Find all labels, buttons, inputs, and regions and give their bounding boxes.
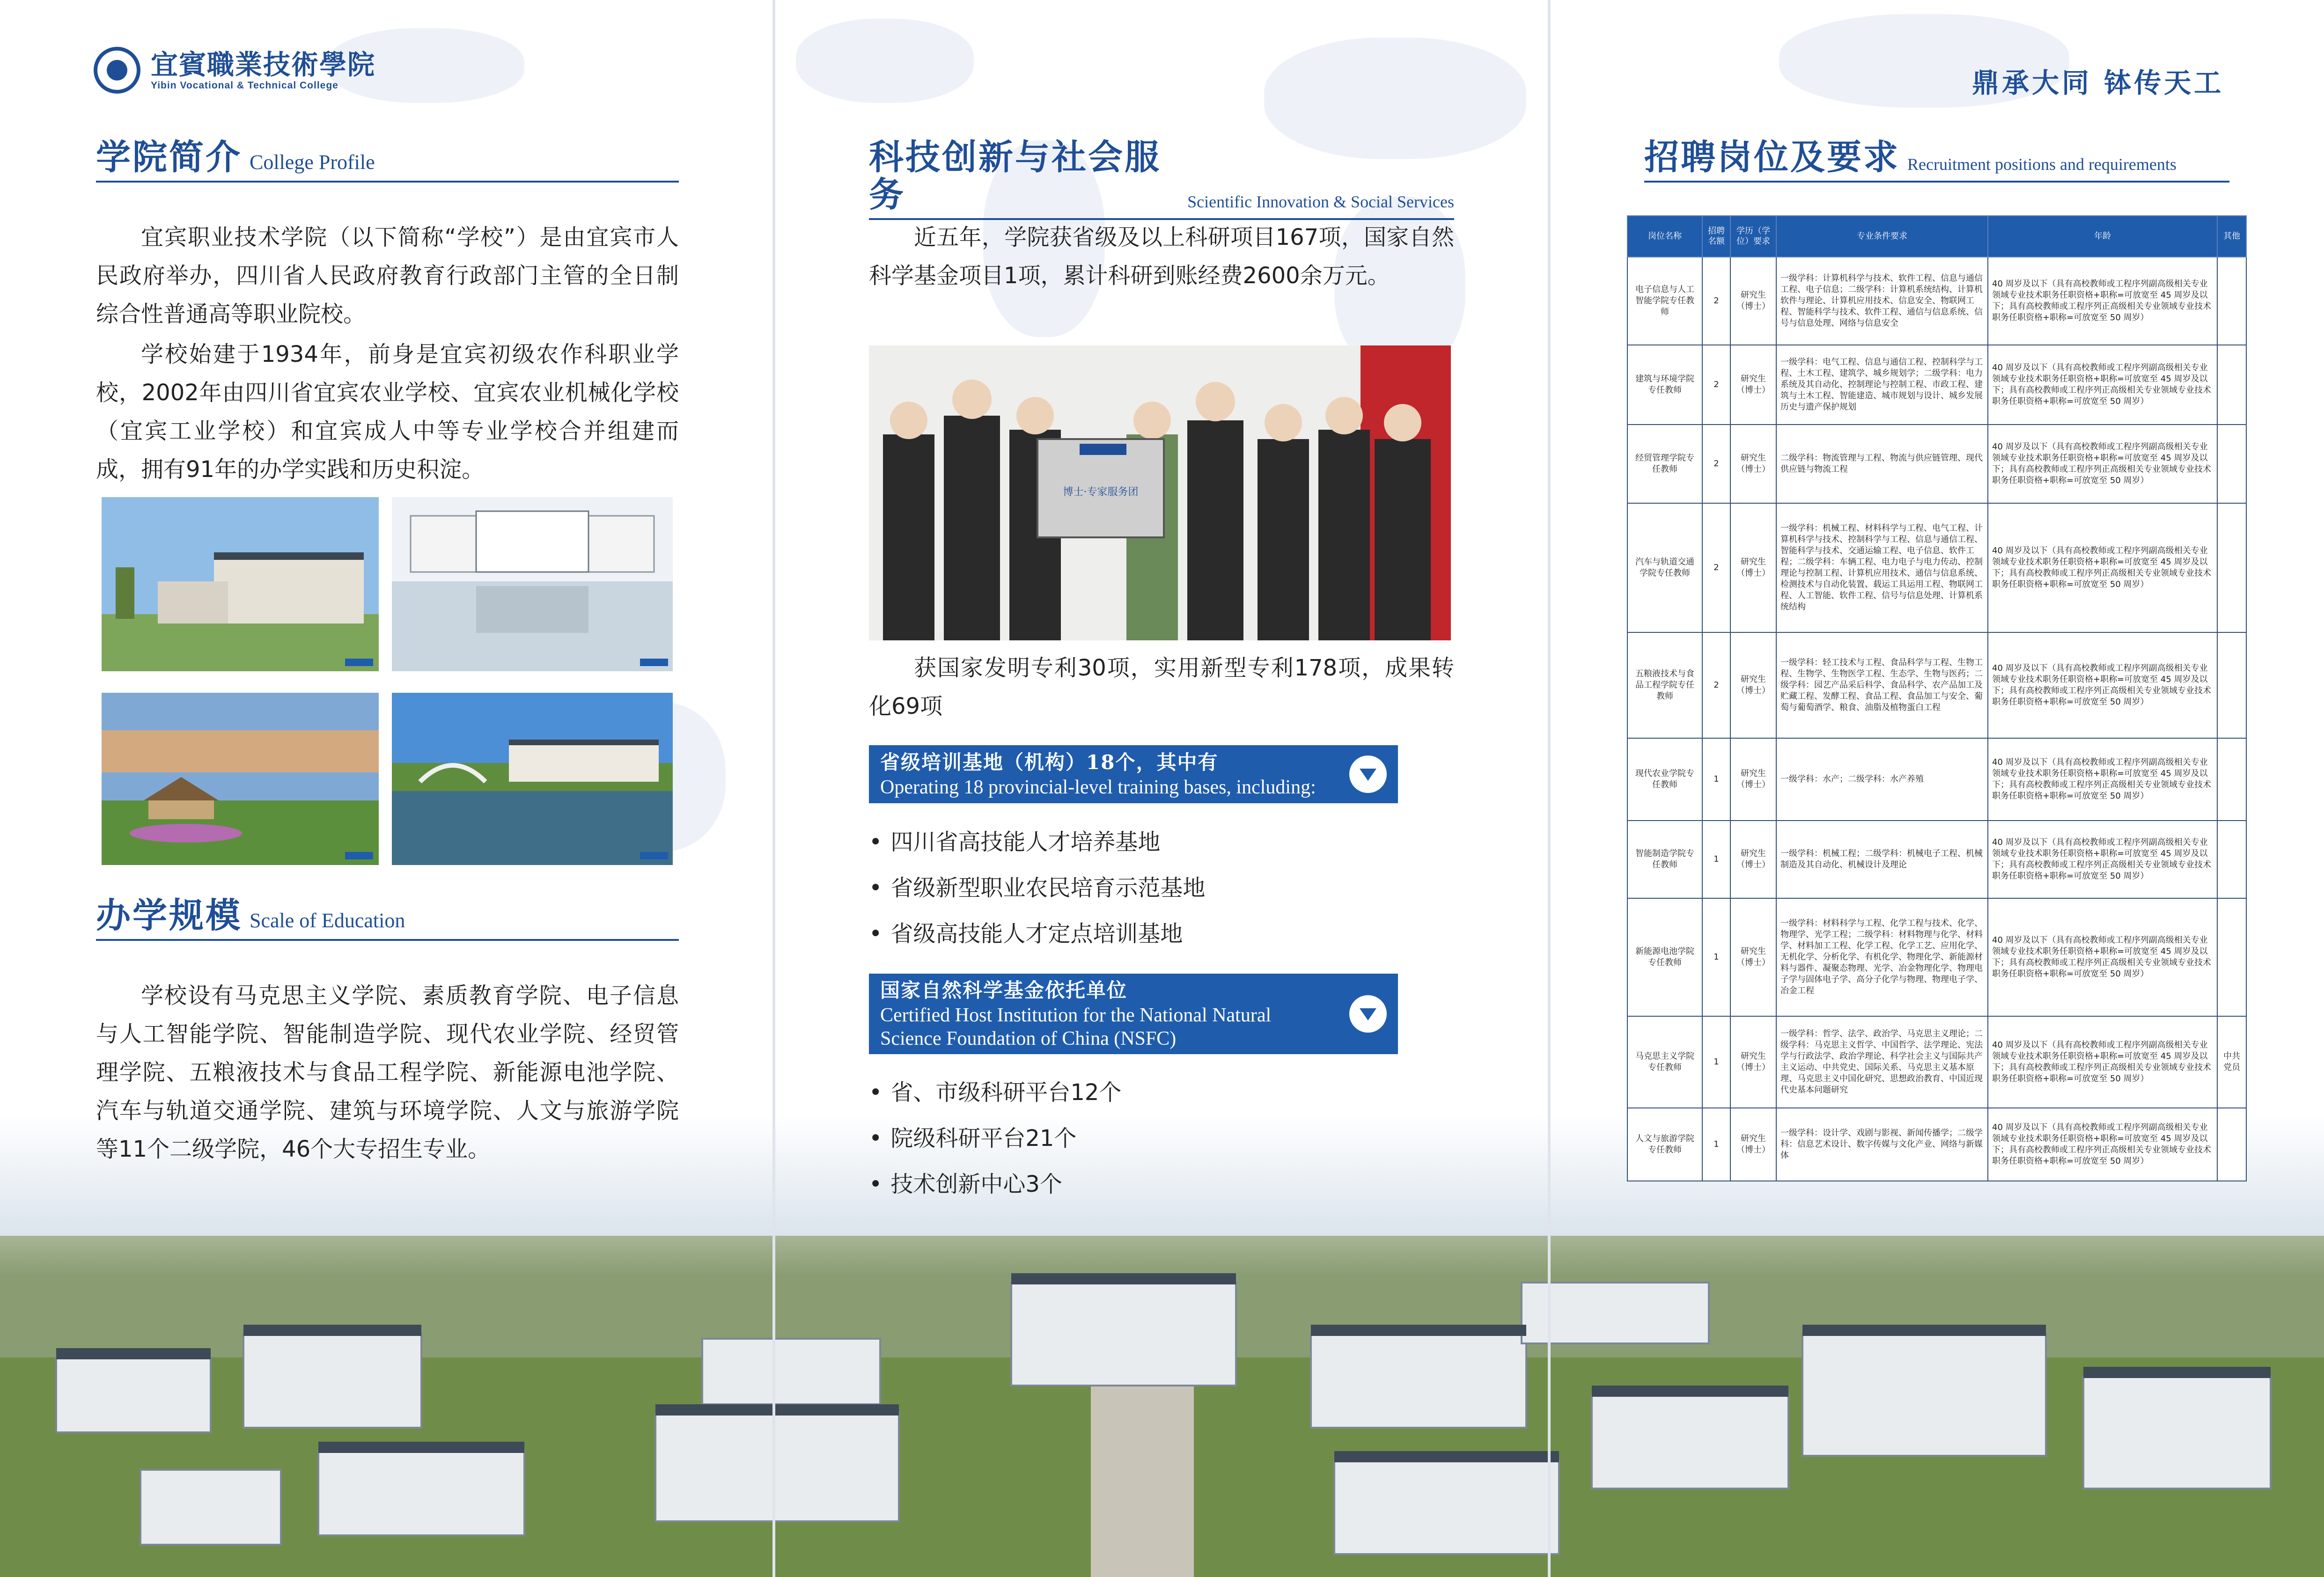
position-age: 40 周岁及以下（具有高校教师或工程序列副高级相关专业领域专业技术职务任职资格+职称=可放宽至 45 周岁及以下；具有高校教师或工程序列正高级相关专业领域专业技术职务任职资格+职称=可放宽至 50 周岁） (1988, 503, 2217, 632)
innovation-title-cn: 科技创新与社会服务 (869, 137, 1161, 215)
nsfc-title-en-line2: Science Foundation of China (NSFC) (880, 1028, 1177, 1049)
position-degree: 研究生（博士） (1730, 1108, 1776, 1181)
position-major: 一级学科：机械工程；二级学科：机械电子工程、机械制造及其自动化、机械设计及理论 (1776, 821, 1988, 898)
position-major: 一级学科：水产；二级学科：水产养殖 (1776, 738, 1988, 821)
position-degree: 研究生（博士） (1730, 503, 1776, 632)
recruit-title-cn: 招聘岗位及要求 (1644, 137, 1900, 177)
recruitment-table (1627, 215, 2247, 1181)
position-name: 新能源电池学院专任教师 (1627, 898, 1702, 1016)
scale-title-en: Scale of Education (250, 909, 405, 932)
college-seal-icon (94, 47, 140, 94)
table-row (1627, 345, 2246, 425)
position-degree: 研究生（博士） (1730, 632, 1776, 738)
position-count: 2 (1702, 503, 1730, 632)
plaque-text: 博士·专家服务团 (1063, 486, 1139, 498)
position-degree: 研究生（博士） (1730, 345, 1776, 425)
position-other (2217, 821, 2246, 898)
table-row (1627, 738, 2246, 821)
position-name: 马克思主义学院专任教师 (1627, 1016, 1702, 1108)
table-row (1627, 425, 2246, 503)
page-fold (1548, 0, 1551, 1577)
position-name: 智能制造学院专任教师 (1627, 821, 1702, 898)
table-row (1627, 503, 2246, 632)
panel-recruitment (1551, 0, 2324, 1577)
column-header: 岗位名称 (1627, 216, 1702, 257)
college-slogan: 鼎承大同 钵传天工 (1972, 67, 2224, 99)
position-other: 中共党员 (2217, 1016, 2246, 1108)
chevron-down-icon (1349, 995, 1387, 1033)
nsfc-banner (869, 974, 1398, 1054)
training-bases-list (869, 819, 1431, 957)
column-header: 其他 (2217, 216, 2246, 257)
position-name: 建筑与环境学院专任教师 (1627, 345, 1702, 425)
list-item: • 技术创新中心3个 (869, 1161, 1431, 1207)
position-name: 人文与旅游学院专任教师 (1627, 1108, 1702, 1181)
position-count: 2 (1702, 425, 1730, 503)
position-age: 40 周岁及以下（具有高校教师或工程序列副高级相关专业领域专业技术职务任职资格+职称=可放宽至 45 周岁及以下；具有高校教师或工程序列正高级相关专业领域专业技术职务任职资格+职称=可放宽至 50 周岁） (1988, 1016, 2217, 1108)
position-degree: 研究生（博士） (1730, 425, 1776, 503)
position-major: 一级学科：电气工程、信息与通信工程、控制科学与工程、土木工程、建筑学、城乡规划学；二级学科：电力系统及其自动化、控制理论与控制工程、市政工程、建筑与土木工程、智能建造、城市规划与设计、城乡发展历史与遗产保护规划 (1776, 345, 1988, 425)
profile-title-cn: 学院简介 (96, 137, 242, 177)
recruit-title-en: Recruitment positions and requirements (1907, 155, 2177, 174)
position-name: 电子信息与人工智能学院专任教师 (1627, 257, 1702, 345)
plaque-ceremony-photo (869, 345, 1451, 640)
position-degree: 研究生（博士） (1730, 898, 1776, 1016)
position-other (2217, 425, 2246, 503)
position-age: 40 周岁及以下（具有高校教师或工程序列副高级相关专业领域专业技术职务任职资格+职称=可放宽至 45 周岁及以下；具有高校教师或工程序列正高级相关专业领域专业技术职务任职资格+职称=可放宽至 50 周岁） (1988, 1108, 2217, 1181)
position-major: 一级学科：计算机科学与技术、软件工程、信息与通信工程、电子信息；二级学科：计算机系统结构、计算机软件与理论、计算机应用技术、信息安全、物联网工程、智能科学与技术、软件工程、通信与信息系统、信号与信息处理、网络与信息安全 (1776, 257, 1988, 345)
table-row (1627, 257, 2246, 345)
innovation-title-en: Scientific Innovation & Social Services (1187, 192, 1454, 211)
position-count: 2 (1702, 632, 1730, 738)
profile-paragraph-1: 宜宾职业技术学院（以下简称“学校”）是由宜宾市人民政府举办，四川省人民政府教育行政部门主管的全日制综合性普通高等职业院校。 (96, 224, 679, 327)
table-row (1627, 898, 2246, 1016)
table-row (1627, 1108, 2246, 1181)
innovation-paragraph-1: 近五年，学院获省级及以上科研项目167项，国家自然科学基金项目1项，累计科研到账经费2600余万元。 (869, 224, 1454, 289)
column-header: 学历（学位）要求 (1730, 216, 1776, 257)
position-count: 1 (1702, 738, 1730, 821)
panel-innovation (775, 0, 1548, 1577)
list-item: • 院级科研平台21个 (869, 1115, 1431, 1161)
list-item: • 四川省高技能人才培养基地 (869, 819, 1431, 865)
profile-heading (96, 139, 679, 183)
position-name: 经贸管理学院专任教师 (1627, 425, 1702, 503)
position-other (2217, 898, 2246, 1016)
position-major: 一级学科：设计学、戏剧与影视、新闻传播学；二级学科：信息艺术设计、数字传媒与文化产业、网络与新媒体 (1776, 1108, 1988, 1181)
innovation-paragraph-2: 获国家发明专利30项，实用新型专利178项，成果转化69项 (869, 655, 1454, 719)
innovation-heading (869, 139, 1454, 220)
column-header: 年龄 (1988, 216, 2217, 257)
position-major: 一级学科：机械工程、材料科学与工程、电气工程、计算机科学与技术、控制科学与工程、信息与通信工程、智能科学与技术、交通运输工程、电子信息、软件工程；二级学科：车辆工程、电力电子与电力传动、控制理论与控制工程、计算机应用技术、通信与信息系统、检测技术与自动化装置、载运工具运用工程、物联网工程、人工智能、软件工程、信号与信息处理、计算机系统结构 (1776, 503, 1988, 632)
training-bases-title-cn: 省级培训基地（机构）18个，其中有 (880, 751, 1219, 774)
college-logo (94, 47, 375, 94)
profile-title-en: College Profile (250, 151, 375, 174)
campus-photo-4 (392, 693, 673, 865)
page-fold (772, 0, 775, 1577)
position-major: 二级学科：物流管理与工程、物流与供应链管理、现代供应链与物流工程 (1776, 425, 1988, 503)
position-degree: 研究生（博士） (1730, 1016, 1776, 1108)
nsfc-title-cn: 国家自然科学基金依托单位 (880, 979, 1128, 1002)
position-other (2217, 1108, 2246, 1181)
scale-heading (96, 897, 679, 941)
position-major: 一级学科：轻工技术与工程、食品科学与工程、生物工程、生物学、生物医学工程、生态学、生物与医药；二级学科：园艺产品采后科学、食品科学、农产品加工及贮藏工程、发酵工程、食品工程、食品加工与安全、葡萄与葡萄酒学、粮食、油脂及植物蛋白工程 (1776, 632, 1988, 738)
nsfc-title-en-line1: Certified Host Institution for the National Natural (880, 1005, 1272, 1026)
table-header-row (1627, 216, 2246, 257)
position-major: 一级学科：哲学、法学、政治学、马克思主义理论；二级学科：马克思主义哲学、中国哲学、法学理论、宪法学与行政法学、政治学理论、科学社会主义与国际共产主义运动、中共党史、国际关系、马克思主义基本原理、马克思主义中国化研究、思想政治教育、中国近现代史基本问题研究 (1776, 1016, 1988, 1108)
position-age: 40 周岁及以下（具有高校教师或工程序列副高级相关专业领域专业技术职务任职资格+职称=可放宽至 45 周岁及以下；具有高校教师或工程序列正高级相关专业领域专业技术职务任职资格+职称=可放宽至 50 周岁） (1988, 738, 2217, 821)
campus-photo-1 (102, 497, 379, 671)
campus-photo-3 (102, 693, 379, 865)
position-age: 40 周岁及以下（具有高校教师或工程序列副高级相关专业领域专业技术职务任职资格+职称=可放宽至 45 周岁及以下；具有高校教师或工程序列正高级相关专业领域专业技术职务任职资格+职称=可放宽至 50 周岁） (1988, 632, 2217, 738)
position-count: 2 (1702, 345, 1730, 425)
table-row (1627, 632, 2246, 738)
profile-paragraph-2: 学校始建于1934年，前身是宜宾初级农作科职业学校，2002年由四川省宜宾农业学校、宜宾农业机械化学校（宜宾工业学校）和宜宾成人中等专业学校合并组建而成，拥有91年的办学实践和历史积淀。 (96, 341, 679, 483)
list-item: • 省级新型职业农民培育示范基地 (869, 865, 1431, 911)
position-degree: 研究生（博士） (1730, 257, 1776, 345)
chevron-down-icon (1349, 755, 1387, 793)
table-row (1627, 1016, 2246, 1108)
column-header: 专业条件要求 (1776, 216, 1988, 257)
position-count: 1 (1702, 821, 1730, 898)
position-name: 五粮液技术与食品工程学院专任教师 (1627, 632, 1702, 738)
position-age: 40 周岁及以下（具有高校教师或工程序列副高级相关专业领域专业技术职务任职资格+职称=可放宽至 45 周岁及以下；具有高校教师或工程序列正高级相关专业领域专业技术职务任职资格+职称=可放宽至 50 周岁） (1988, 821, 2217, 898)
position-count: 1 (1702, 1108, 1730, 1181)
position-degree: 研究生（博士） (1730, 738, 1776, 821)
recruit-heading (1644, 139, 2229, 183)
college-name-en: Yibin Vocational & Technical College (151, 80, 338, 91)
position-age: 40 周岁及以下（具有高校教师或工程序列副高级相关专业领域专业技术职务任职资格+职称=可放宽至 45 周岁及以下；具有高校教师或工程序列正高级相关专业领域专业技术职务任职资格+职称=可放宽至 50 周岁） (1988, 345, 2217, 425)
list-item: • 省、市级科研平台12个 (869, 1070, 1431, 1115)
college-name-cn: 宜賓職業技術學院 (151, 49, 376, 81)
position-age: 40 周岁及以下（具有高校教师或工程序列副高级相关专业领域专业技术职务任职资格+职称=可放宽至 45 周岁及以下；具有高校教师或工程序列正高级相关专业领域专业技术职务任职资格+职称=可放宽至 50 周岁） (1988, 425, 2217, 503)
position-name: 汽车与轨道交通学院专任教师 (1627, 503, 1702, 632)
list-item: • 省级高技能人才定点培训基地 (869, 911, 1431, 957)
position-other (2217, 632, 2246, 738)
position-name: 现代农业学院专任教师 (1627, 738, 1702, 821)
position-count: 1 (1702, 1016, 1730, 1108)
column-header: 招聘名额 (1702, 216, 1730, 257)
scale-title-cn: 办学规模 (96, 895, 242, 936)
position-major: 一级学科：材料科学与工程、化学工程与技术、化学、物理学、光学工程；二级学科：材料物理与化学、材料学、材料加工工程、化学工程、化学工艺、应用化学、无机化学、分析化学、有机化学、物理化学、新能源材料与器件、凝聚态物理、光学、冶金物理化学、物理电子学与固体电子学、高分子化学与物理、物理电子学、冶金工程 (1776, 898, 1988, 1016)
position-count: 1 (1702, 898, 1730, 1016)
position-age: 40 周岁及以下（具有高校教师或工程序列副高级相关专业领域专业技术职务任职资格+职称=可放宽至 45 周岁及以下；具有高校教师或工程序列正高级相关专业领域专业技术职务任职资格+职称=可放宽至 50 周岁） (1988, 257, 2217, 345)
position-age: 40 周岁及以下（具有高校教师或工程序列副高级相关专业领域专业技术职务任职资格+职称=可放宽至 45 周岁及以下；具有高校教师或工程序列正高级相关专业领域专业技术职务任职资格+职称=可放宽至 50 周岁） (1988, 898, 2217, 1016)
position-other (2217, 345, 2246, 425)
position-other (2217, 257, 2246, 345)
training-bases-title-en: Operating 18 provincial-level training bases, including: (880, 777, 1316, 798)
position-degree: 研究生（博士） (1730, 821, 1776, 898)
table-row (1627, 821, 2246, 898)
position-count: 2 (1702, 257, 1730, 345)
position-other (2217, 738, 2246, 821)
scale-paragraph: 学校设有马克思主义学院、素质教育学院、电子信息与人工智能学院、智能制造学院、现代农业学院、经贸管理学院、五粮液技术与食品工程学院、新能源电池学院、汽车与轨道交通学院、建筑与环境学院、人文与旅游学院等11个二级学院，46个大专招生专业。 (96, 983, 679, 1162)
panel-college-profile (0, 0, 772, 1577)
training-bases-banner (869, 745, 1398, 803)
campus-photo-2 (392, 497, 673, 671)
position-other (2217, 503, 2246, 632)
research-platforms-list (869, 1070, 1431, 1207)
